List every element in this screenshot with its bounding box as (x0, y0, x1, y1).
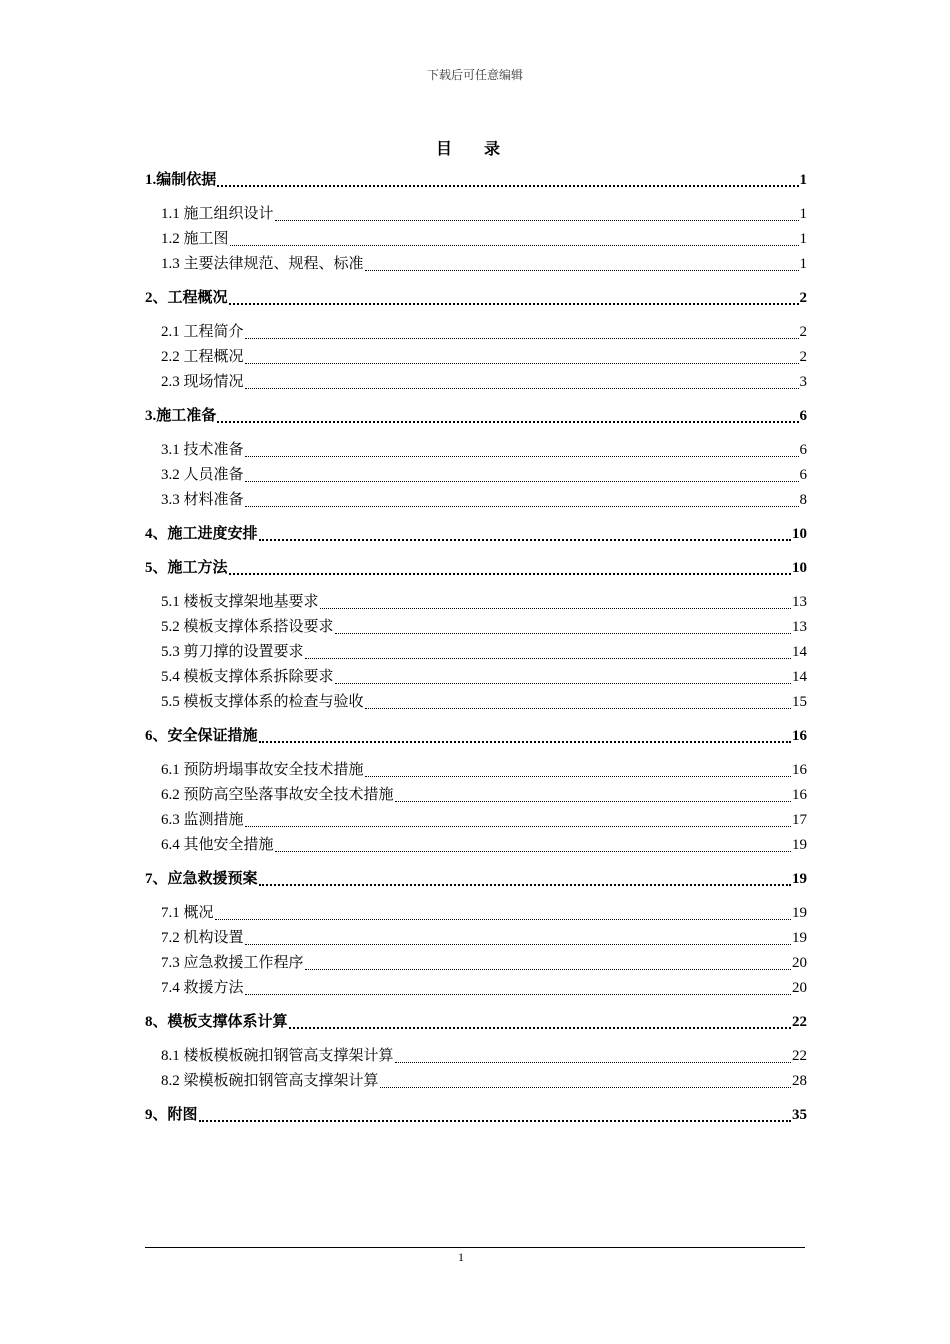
toc-entry-page: 3 (799, 374, 807, 390)
toc-dot-leader (335, 633, 791, 634)
toc-entry-page: 10 (792, 526, 807, 542)
toc-entry-label: 7.3 应急救援工作程序 (161, 955, 304, 971)
toc-dot-leader (245, 481, 799, 482)
toc-dot-leader (275, 851, 791, 852)
toc-dot-leader (335, 683, 791, 684)
footer-page-number: 1 (458, 1250, 464, 1264)
toc-section-entry[interactable] (145, 833, 807, 858)
toc-entry-page: 1 (799, 206, 807, 222)
toc-entry-label: 1.1 施工组织设计 (161, 206, 274, 222)
toc-dot-leader (245, 994, 791, 995)
toc-dot-leader (215, 919, 791, 920)
toc-dot-leader (229, 303, 799, 305)
toc-entry-label: 5.4 模板支撑体系拆除要求 (161, 669, 334, 685)
toc-section-entry[interactable] (145, 926, 807, 951)
toc-section-entry[interactable] (145, 640, 807, 665)
toc-entry-page: 16 (792, 762, 807, 778)
toc-entry-label: 5.1 楼板支撑架地基要求 (161, 594, 319, 610)
toc-entry-page: 19 (792, 837, 807, 853)
toc-title: 目 录 (435, 141, 514, 158)
toc-dot-leader (320, 608, 791, 609)
toc-entry-page: 13 (792, 594, 807, 610)
toc-dot-leader (305, 969, 791, 970)
toc-section-entry[interactable] (145, 227, 807, 252)
toc-dot-leader (217, 421, 798, 423)
toc-section-entry[interactable] (145, 320, 807, 345)
toc-dot-leader (245, 363, 799, 364)
toc-section-entry[interactable] (145, 463, 807, 488)
toc-entry-label: 1.3 主要法律规范、规程、标准 (161, 256, 364, 272)
toc-section-entry[interactable] (145, 615, 807, 640)
toc-section-entry[interactable] (145, 590, 807, 615)
toc-dot-leader (245, 506, 799, 507)
footer-divider (145, 1247, 805, 1248)
toc-entry-page: 10 (792, 560, 807, 576)
toc-entry-page: 13 (792, 619, 807, 635)
toc-dot-leader (259, 741, 791, 743)
toc-chapter-entry[interactable] (145, 404, 807, 429)
toc-entry-page: 19 (792, 871, 807, 887)
toc-entry-label: 6.2 预防高空坠落事故安全技术措施 (161, 787, 394, 803)
toc-dot-leader (245, 456, 799, 457)
toc-entry-page: 1 (799, 172, 807, 188)
toc-entry-page: 6 (799, 467, 807, 483)
toc-entry-label: 3.施工准备 (145, 408, 217, 424)
page-header-note: 下载后可任意编辑 (426, 68, 523, 82)
toc-entry-label: 7、应急救援预案 (145, 871, 258, 887)
toc-entry-label: 2.3 现场情况 (161, 374, 244, 390)
toc-entry-label: 5.5 模板支撑体系的检查与验收 (161, 694, 364, 710)
toc-entry-label: 5、施工方法 (145, 560, 228, 576)
toc-entry-label: 1.编制依据 (145, 172, 217, 188)
toc-chapter-entry[interactable] (145, 556, 807, 581)
toc-section-entry[interactable] (145, 488, 807, 513)
toc-section-entry[interactable] (145, 1044, 807, 1069)
toc-dot-leader (230, 245, 799, 246)
toc-chapter-entry[interactable] (145, 1103, 807, 1128)
toc-entry-label: 7.4 救援方法 (161, 980, 244, 996)
toc-entry-page: 22 (792, 1048, 807, 1064)
toc-dot-leader (259, 539, 791, 541)
toc-entry-page: 14 (792, 644, 807, 660)
toc-entry-label: 2.1 工程简介 (161, 324, 244, 340)
toc-entry-label: 9、附图 (145, 1107, 198, 1123)
toc-entry-page: 2 (799, 349, 807, 365)
table-of-contents (145, 168, 807, 1137)
toc-entry-page: 20 (792, 980, 807, 996)
toc-entry-label: 3.2 人员准备 (161, 467, 244, 483)
toc-entry-label: 6.3 监测措施 (161, 812, 244, 828)
toc-section-entry[interactable] (145, 1069, 807, 1094)
toc-dot-leader (259, 884, 791, 886)
toc-entry-label: 7.2 机构设置 (161, 930, 244, 946)
toc-entry-label: 7.1 概况 (161, 905, 214, 921)
toc-entry-label: 6.1 预防坍塌事故安全技术措施 (161, 762, 364, 778)
toc-entry-page: 2 (799, 324, 807, 340)
toc-dot-leader (365, 270, 799, 271)
toc-entry-label: 8.2 梁模板碗扣钢管高支撑架计算 (161, 1073, 379, 1089)
toc-section-entry[interactable] (145, 758, 807, 783)
toc-entry-page: 15 (792, 694, 807, 710)
toc-section-entry[interactable] (145, 783, 807, 808)
toc-entry-label: 8、模板支撑体系计算 (145, 1014, 288, 1030)
toc-entry-page: 8 (799, 492, 807, 508)
toc-entry-label: 1.2 施工图 (161, 231, 229, 247)
toc-entry-page: 28 (792, 1073, 807, 1089)
toc-entry-page: 2 (799, 290, 807, 306)
toc-entry-label: 6.4 其他安全措施 (161, 837, 274, 853)
toc-entry-page: 20 (792, 955, 807, 971)
toc-dot-leader (380, 1087, 791, 1088)
toc-dot-leader (275, 220, 799, 221)
toc-section-entry[interactable] (145, 976, 807, 1001)
toc-dot-leader (365, 776, 791, 777)
toc-entry-page: 16 (792, 728, 807, 744)
toc-dot-leader (395, 801, 791, 802)
toc-entry-page: 17 (792, 812, 807, 828)
toc-entry-page: 16 (792, 787, 807, 803)
toc-entry-page: 1 (799, 231, 807, 247)
toc-section-entry[interactable] (145, 438, 807, 463)
toc-dot-leader (305, 658, 791, 659)
toc-entry-label: 5.2 模板支撑体系搭设要求 (161, 619, 334, 635)
toc-chapter-entry[interactable] (145, 522, 807, 547)
toc-dot-leader (395, 1062, 791, 1063)
toc-dot-leader (245, 944, 791, 945)
toc-dot-leader (365, 708, 791, 709)
toc-entry-page: 6 (799, 442, 807, 458)
toc-dot-leader (245, 338, 799, 339)
toc-section-entry[interactable] (145, 370, 807, 395)
toc-entry-label: 4、施工进度安排 (145, 526, 258, 542)
toc-section-entry[interactable] (145, 202, 807, 227)
toc-entry-label: 2、工程概况 (145, 290, 228, 306)
toc-dot-leader (289, 1027, 791, 1029)
toc-chapter-entry[interactable] (145, 286, 807, 311)
toc-entry-page: 22 (792, 1014, 807, 1030)
toc-chapter-entry[interactable] (145, 724, 807, 749)
toc-entry-page: 1 (799, 256, 807, 272)
toc-dot-leader (245, 388, 799, 389)
toc-dot-leader (245, 826, 791, 827)
toc-section-entry[interactable] (145, 665, 807, 690)
toc-section-entry[interactable] (145, 951, 807, 976)
toc-entry-label: 8.1 楼板模板碗扣钢管高支撑架计算 (161, 1048, 394, 1064)
toc-dot-leader (217, 185, 798, 187)
toc-section-entry[interactable] (145, 252, 807, 277)
toc-entry-label: 3.1 技术准备 (161, 442, 244, 458)
toc-dot-leader (229, 573, 791, 575)
toc-entry-page: 35 (792, 1107, 807, 1123)
toc-entry-page: 19 (792, 930, 807, 946)
toc-entry-page: 14 (792, 669, 807, 685)
toc-entry-label: 5.3 剪刀撑的设置要求 (161, 644, 304, 660)
toc-entry-label: 6、安全保证措施 (145, 728, 258, 744)
toc-entry-label: 2.2 工程概况 (161, 349, 244, 365)
toc-chapter-entry[interactable] (145, 867, 807, 892)
toc-section-entry[interactable] (145, 690, 807, 715)
toc-chapter-entry[interactable] (145, 1010, 807, 1035)
toc-section-entry[interactable] (145, 901, 807, 926)
toc-section-entry[interactable] (145, 345, 807, 370)
toc-entry-page: 6 (799, 408, 807, 424)
toc-entry-page: 19 (792, 905, 807, 921)
toc-section-entry[interactable] (145, 808, 807, 833)
toc-entry-label: 3.3 材料准备 (161, 492, 244, 508)
toc-dot-leader (199, 1120, 791, 1122)
toc-chapter-entry[interactable] (145, 168, 807, 193)
